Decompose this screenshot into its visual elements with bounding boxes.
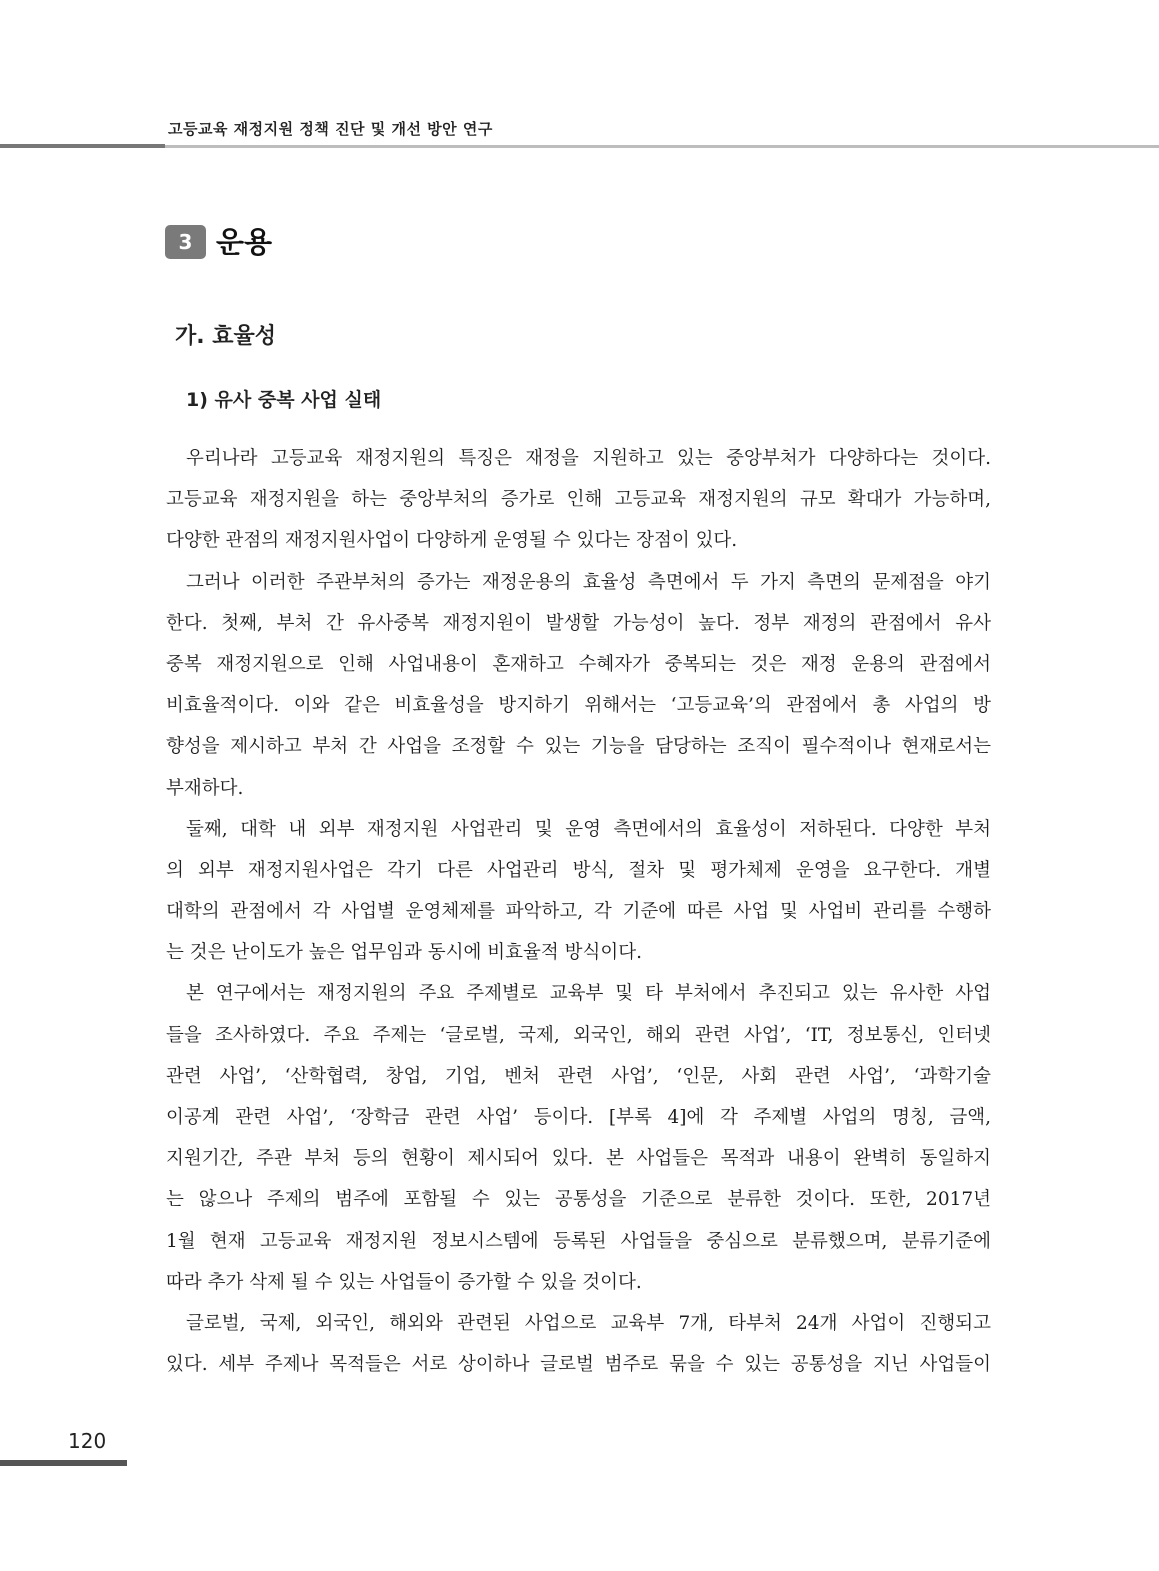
- paragraph-line: 대학의 관점에서 각 사업별 운영체제를 파악하고, 각 기준에 따른 사업 및 사업비 관리를 수행하: [166, 901, 991, 923]
- paragraph-line: 본 연구에서는 재정지원의 주요 주제별로 교육부 및 타 부처에서 추진되고 있는 유사한 사업: [186, 983, 991, 1005]
- running-head: 고등교육 재정지원 정책 진단 및 개선 방안 연구: [168, 120, 493, 138]
- paragraph-line: 글로벌, 국제, 외국인, 해외와 관련된 사업으로 교육부 7개, 타부처 24개 사업이 진행되고: [186, 1312, 991, 1334]
- page-number: 120: [68, 1429, 107, 1453]
- section-title: 운용: [216, 225, 273, 259]
- header-rule-light: [165, 145, 1159, 148]
- paragraph-line: 비효율적이다. 이와 같은 비효율성을 방지하기 위해서는 ‘고등교육’의 관점에서 총 사업의 방: [166, 695, 991, 717]
- paragraph-line: 한다. 첫째, 부처 간 유사중복 재정지원이 발생할 가능성이 높다. 정부 재정의 관점에서 유사: [166, 612, 991, 634]
- paragraph-line: 고등교육 재정지원을 하는 중앙부처의 증가로 인해 고등교육 재정지원의 규모 확대가 가능하며,: [166, 489, 991, 511]
- body-text: [166, 438, 991, 1385]
- paragraph-line: 따라 추가 삭제 될 수 있는 사업들이 증가할 수 있을 것이다.: [166, 1271, 642, 1293]
- paragraph-line: 그러나 이러한 주관부처의 증가는 재정운용의 효율성 측면에서 두 가지 측면의 문제점을 야기: [186, 571, 991, 593]
- footer-bar: [0, 1460, 127, 1466]
- subsubsection-title: 1) 유사 중복 사업 실태: [186, 389, 382, 411]
- paragraph-line: 이공계 관련 사업’, ‘장학금 관련 사업’ 등이다. [부록 4]에 각 주제별 사업의 명칭, 금액,: [166, 1107, 991, 1128]
- paragraph-line: 부재하다.: [166, 777, 244, 799]
- paragraph-line: 있다. 세부 주제나 목적들은 서로 상이하나 글로벌 범주로 묶을 수 있는 공통성을 지닌 사업들이: [166, 1354, 991, 1376]
- paragraph-line: 둘째, 대학 내 외부 재정지원 사업관리 및 운영 측면에서의 효율성이 저하된다. 다양한 부처: [186, 818, 991, 840]
- paragraph-line: 지원기간, 주관 부처 등의 현황이 제시되어 있다. 본 사업들은 목적과 내용이 완벽히 동일하지: [166, 1148, 991, 1170]
- paragraph-line: 우리나라 고등교육 재정지원의 특징은 재정을 지원하고 있는 중앙부처가 다양하다는 것이다.: [186, 448, 991, 469]
- paragraph-line: 관련 사업’, ‘산학협력, 창업, 기업, 벤처 관련 사업’, ‘인문, 사회 관련 사업’, ‘과학기술: [166, 1065, 991, 1087]
- subsection-title: 가. 효율성: [175, 324, 277, 349]
- paragraph-line: 향성을 제시하고 부처 간 사업을 조정할 수 있는 기능을 담당하는 조직이 필수적이나 현재로서는: [166, 736, 991, 758]
- paragraph-line: 중복 재정지원으로 인해 사업내용이 혼재하고 수혜자가 중복되는 것은 재정 운용의 관점에서: [166, 653, 991, 675]
- paragraph-line: 는 않으나 주제의 범주에 포함될 수 있는 공통성을 기준으로 분류한 것이다. 또한, 2017년: [166, 1189, 991, 1211]
- paragraph-line: 1월 현재 고등교육 재정지원 정보시스템에 등록된 사업들을 중심으로 분류했으며, 분류기준에: [166, 1230, 991, 1252]
- paragraph-line: 의 외부 재정지원사업은 각기 다른 사업관리 방식, 절차 및 평가체제 운영을 요구한다. 개별: [166, 859, 991, 881]
- paragraph-line: 는 것은 난이도가 높은 업무임과 동시에 비효율적 방식이다.: [166, 942, 642, 964]
- paragraph-line: 들을 조사하였다. 주요 주제는 ‘글로벌, 국제, 외국인, 해외 관련 사업’, ‘IT, 정보통신, 인터넷: [166, 1024, 991, 1046]
- section-number-badge: 3: [165, 225, 206, 259]
- header-rule-dark: [0, 144, 165, 148]
- paragraph-line: 다양한 관점의 재정지원사업이 다양하게 운영될 수 있다는 장점이 있다.: [166, 530, 738, 552]
